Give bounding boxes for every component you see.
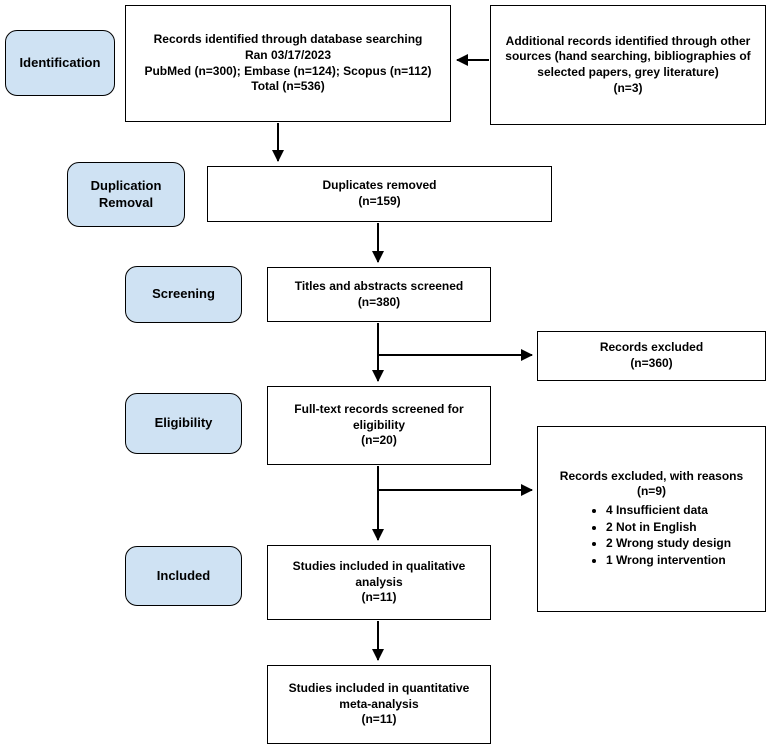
box-text: Duplicates removed [322, 178, 437, 193]
exclusion-reason-list [572, 502, 731, 569]
box-database-search [125, 5, 451, 122]
box-text: Records identified through database searching [153, 32, 423, 47]
exclusion-reason-item: • 4 Insufficient data [606, 503, 731, 519]
stage-label: Identification [19, 54, 101, 70]
stage-screening [125, 266, 242, 323]
box-other-sources [490, 5, 766, 125]
stage-eligibility [125, 393, 242, 454]
box-text: (n=3) [613, 80, 643, 95]
box-text: (n=360) [630, 356, 673, 370]
box-text: (n=11) [361, 712, 397, 727]
stage-duplication-removal [67, 162, 185, 227]
exclusion-reason-item: • 1 Wrong intervention [606, 553, 731, 569]
box-fulltext-screened [267, 386, 491, 465]
box-quantitative [267, 665, 491, 744]
box-text: (n=20) [361, 433, 397, 448]
stage-label: Screening [152, 286, 215, 302]
box-duplicates-removed [207, 166, 552, 222]
box-text: Ran 03/17/2023 [244, 47, 332, 62]
box-text: Titles and abstracts screened [294, 278, 464, 293]
box-text: Total (n=536) [251, 79, 325, 94]
box-text: Studies included in quantitative meta-analysis [288, 681, 470, 711]
exclusion-reason-item: • 2 Not in English [606, 520, 731, 536]
box-records-excluded [537, 331, 766, 381]
box-text: Additional records identified through other sources (hand searching, bibliographies of selected papers, grey literature) [505, 33, 751, 79]
box-text: Full-text records screened for eligibility [294, 402, 464, 432]
box-text: Records excluded, with reasons [559, 468, 744, 483]
stage-label: Included [156, 567, 211, 583]
box-text: (n=159) [358, 194, 401, 208]
box-text: (n=9) [636, 484, 666, 499]
box-text: (n=380) [357, 294, 401, 309]
stage-included [125, 546, 242, 606]
box-text: Records excluded [599, 340, 704, 355]
stage-label: Duplication Removal [90, 178, 162, 210]
box-text: PubMed (n=300); Embase (n=124); Scopus (n=112) [144, 63, 432, 78]
box-qualitative [267, 545, 491, 620]
box-titles-screened [267, 267, 491, 322]
stage-label: Eligibility [154, 415, 213, 431]
box-text: Studies included in qualitative analysis [292, 559, 466, 589]
box-text: (n=11) [361, 590, 397, 605]
exclusion-reason-item: • 2 Wrong study design [606, 536, 731, 552]
stage-identification [5, 30, 115, 96]
box-excluded-reasons [537, 426, 766, 612]
